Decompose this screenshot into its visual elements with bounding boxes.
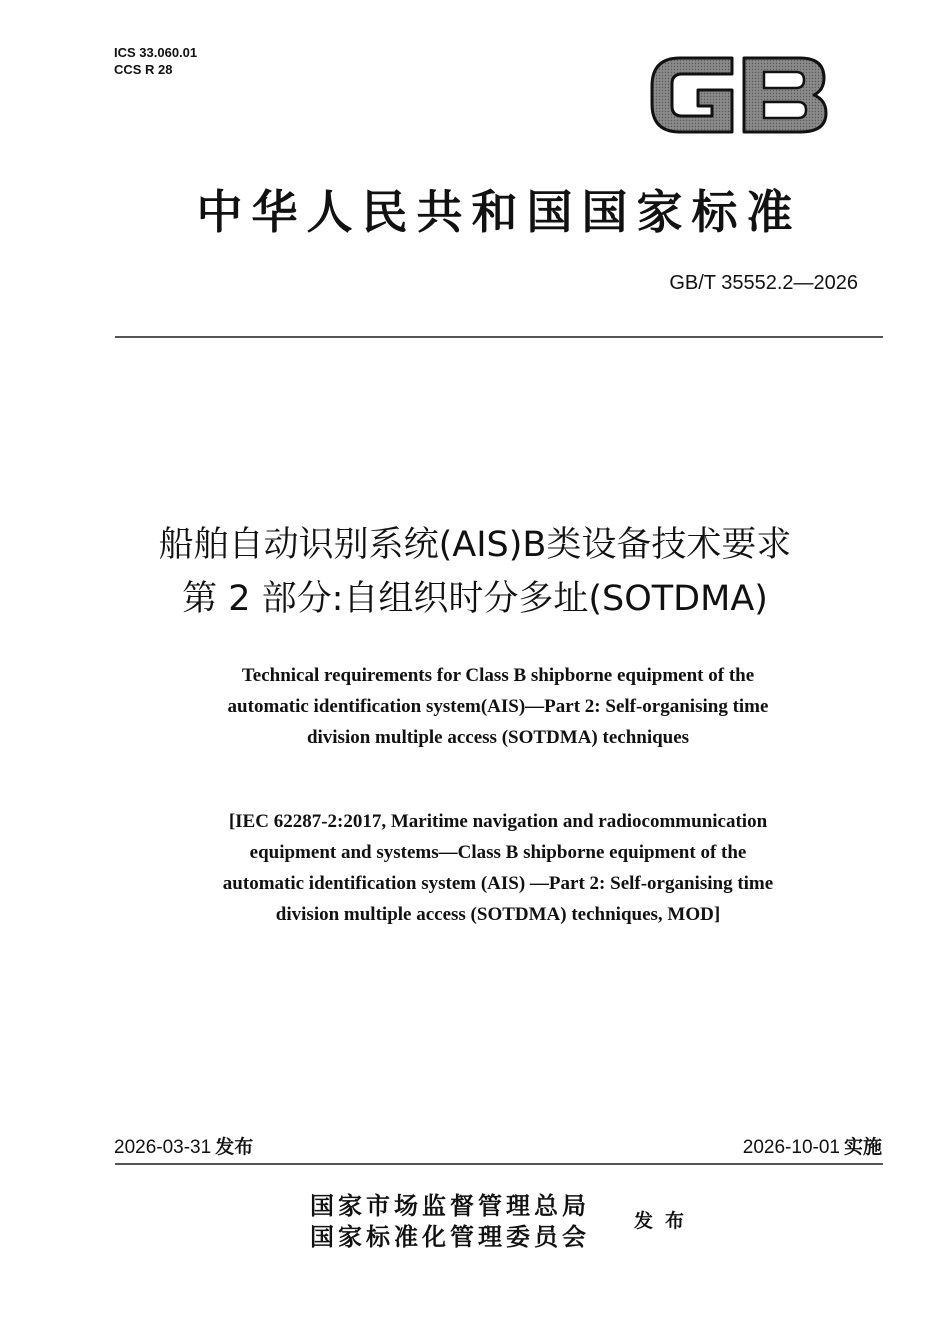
standard-number: GB/T 35552.2—2026 — [669, 272, 858, 294]
release-label: 发布 — [215, 1136, 254, 1158]
top-divider — [115, 336, 883, 338]
effective-label: 实施 — [843, 1136, 882, 1158]
issuer-sac: 国家标准化管理委员会 — [310, 1222, 590, 1251]
english-title-line: automatic identification system(AIS)—Part 2: Self-organising time — [227, 696, 769, 717]
bottom-divider — [115, 1163, 883, 1165]
chinese-title — [40, 518, 910, 626]
iec-reference-line: division multiple access (SOTDMA) techniques, MOD] — [275, 904, 721, 925]
iec-reference-line: automatic identification system (AIS) —Part 2: Self-organising time — [222, 873, 774, 894]
classification-codes — [114, 44, 197, 78]
ics-code: ICS 33.060.01 — [114, 45, 198, 60]
issuing-bodies — [310, 1190, 590, 1252]
national-standard-title: 中华人民共和国国家标准 — [196, 185, 802, 239]
chinese-title-line-1: 船舶自动识别系统(AIS)B类设备技术要求 — [158, 525, 792, 565]
english-title-line: division multiple access (SOTDMA) techniques — [306, 727, 690, 748]
effective-date-block — [743, 1132, 882, 1159]
ccs-code: CCS R 28 — [114, 62, 173, 77]
release-date: 2026-03-31 — [114, 1137, 212, 1158]
gb-logo — [646, 50, 832, 140]
release-date-block — [114, 1132, 253, 1159]
chinese-title-line-2: 第 2 部分:自组织时分多址(SOTDMA) — [182, 579, 768, 619]
issuer-samr: 国家市场监督管理总局 — [310, 1191, 590, 1220]
iec-reference — [70, 806, 926, 930]
english-title — [70, 660, 926, 753]
iec-reference-line: [IEC 62287-2:2017, Maritime navigation and radiocommunication — [228, 811, 768, 832]
english-title-line: Technical requirements for Class B shipborne equipment of the — [241, 665, 755, 686]
iec-reference-line: equipment and systems—Class B shipborne equipment of the — [249, 842, 747, 863]
effective-date: 2026-10-01 — [742, 1137, 840, 1158]
issued-label: 发布 — [634, 1210, 697, 1232]
